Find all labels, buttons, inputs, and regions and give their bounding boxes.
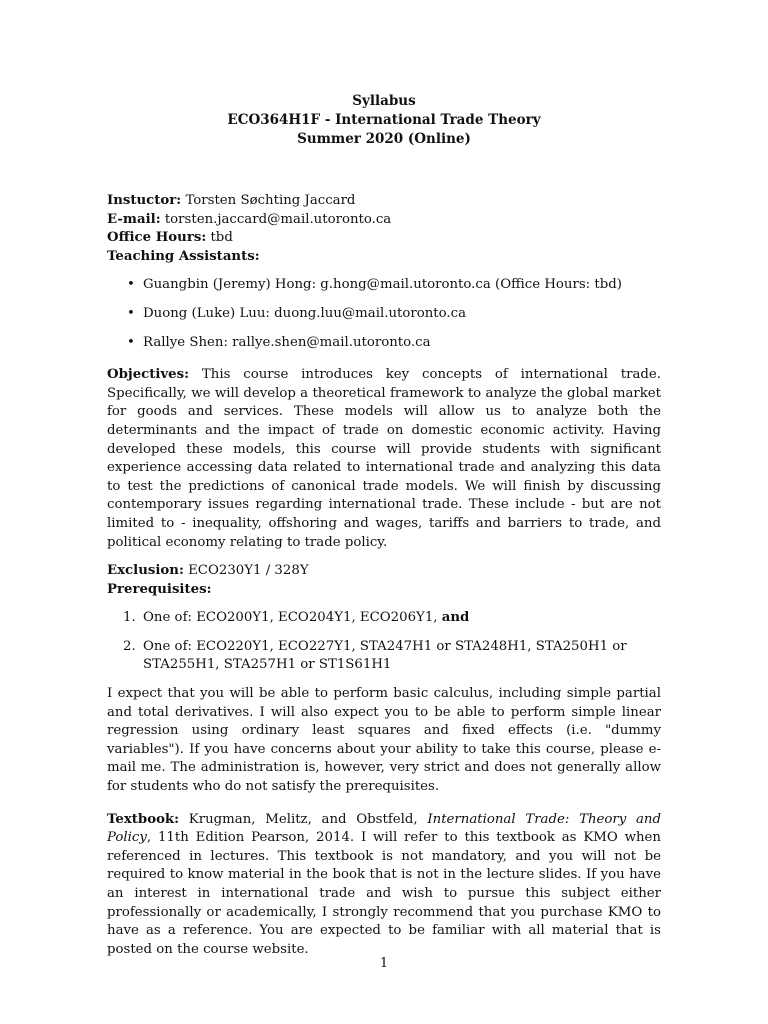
list-number: 1.	[123, 610, 136, 626]
ta-entry: Rallye Shen: rallye.shen@mail.utoronto.ca	[143, 334, 431, 350]
instructor-line	[107, 192, 661, 211]
textbook-label: Textbook:	[107, 811, 180, 827]
bullet-icon: •	[127, 277, 135, 293]
textbook-authors: Krugman, Melitz, and Obstfeld,	[179, 811, 428, 827]
term-title: Summer 2020 (Online)	[297, 131, 471, 147]
office-hours-label: Office Hours:	[107, 230, 207, 246]
list-item	[107, 276, 661, 295]
list-item	[107, 638, 661, 675]
exclusion-line	[107, 562, 661, 581]
email-label: E-mail:	[107, 211, 161, 227]
teaching-assistants-list	[107, 276, 661, 352]
email-line	[107, 211, 661, 230]
page-number: 1	[379, 956, 389, 971]
email-address: torsten.jaccard@mail.utoronto.ca	[160, 211, 392, 227]
bullet-icon: •	[127, 334, 135, 350]
list-item	[107, 609, 661, 628]
bullet-icon: •	[127, 305, 135, 321]
syllabus-title-block	[0, 92, 768, 149]
course-title: ECO364H1F - International Trade Theory	[227, 112, 541, 128]
objectives-paragraph	[107, 366, 661, 552]
expectations-paragraph: I expect that you will be able to perform basic calculus, including simple partial and total derivatives. I will also expect you to be able to perform simple linear regression using ordinary least squares and fixed effects (i.e. "dummy variables"). If you have concerns about your ability to take this course, please e-mail me. The administration is, however, very strict and does not generally allow for students who do not satisfy the prerequisites.	[107, 686, 661, 795]
prerequisites-list	[107, 609, 661, 675]
prereq-text: One of: ECO200Y1, ECO204Y1, ECO206Y1,	[143, 610, 442, 626]
ta-entry: Guangbin (Jeremy) Hong: g.hong@mail.utoronto.ca (Office Hours: tbd)	[143, 277, 622, 293]
prereq-conjunction: and	[441, 610, 470, 626]
prereq-text: One of: ECO220Y1, ECO227Y1, STA247H1 or STA248H1, STA250H1 or STA255H1, STA257H1 or ST1S61H1	[143, 638, 627, 673]
list-item	[107, 305, 661, 324]
exclusion-value: ECO230Y1 / 328Y	[183, 563, 309, 579]
prerequisites-heading: Prerequisites:	[107, 581, 212, 597]
textbook-title: International Trade: Theory and Policy	[107, 811, 661, 846]
teaching-assistants-heading: Teaching Assistants:	[107, 248, 260, 264]
ta-entry: Duong (Luke) Luu: duong.luu@mail.utoronto.ca	[143, 305, 467, 321]
syllabus-title: Syllabus	[352, 93, 416, 109]
textbook-paragraph	[107, 811, 661, 960]
exclusion-label: Exclusion:	[107, 563, 184, 579]
objectives-label: Objectives:	[107, 367, 190, 383]
office-hours-value: tbd	[206, 230, 233, 246]
list-number: 2.	[123, 638, 136, 654]
instructor-label: Instuctor:	[107, 193, 182, 208]
document-body	[107, 192, 661, 959]
list-item	[107, 334, 661, 353]
objectives-text: This course introduces key concepts of international trade. Specifically, we will develop a theoretical framework to analyze the global market for goods and services. These models will allow us to analyze both the determinants and the impact of trade on domestic economic activity. Having developed these models, this course will provide students with significant experience accessing data related to international trade and analyzing this data to test the predictions of canonical trade models. We will finish by discussing contemporary issues regarding international trade. These include - but are not limited to - inequality, offshoring and wages, tariffs and barriers to trade, and political economy relating to trade policy.	[107, 367, 661, 550]
textbook-details: , 11th Edition Pearson, 2014. I will refer to this textbook as KMO when referenced in lectures. This textbook is not mandatory, and you will not be required to know material in the book that is not in the lecture slides. If you have an interest in international trade and wish to pursue this subject either professionally or academically, I strongly recommend that you purchase KMO to have as a reference. You are expected to be familiar with all material that is posted on the course website.	[107, 830, 661, 957]
office-hours-line	[107, 229, 661, 248]
instructor-name: Torsten Søchting Jaccard	[181, 193, 356, 208]
